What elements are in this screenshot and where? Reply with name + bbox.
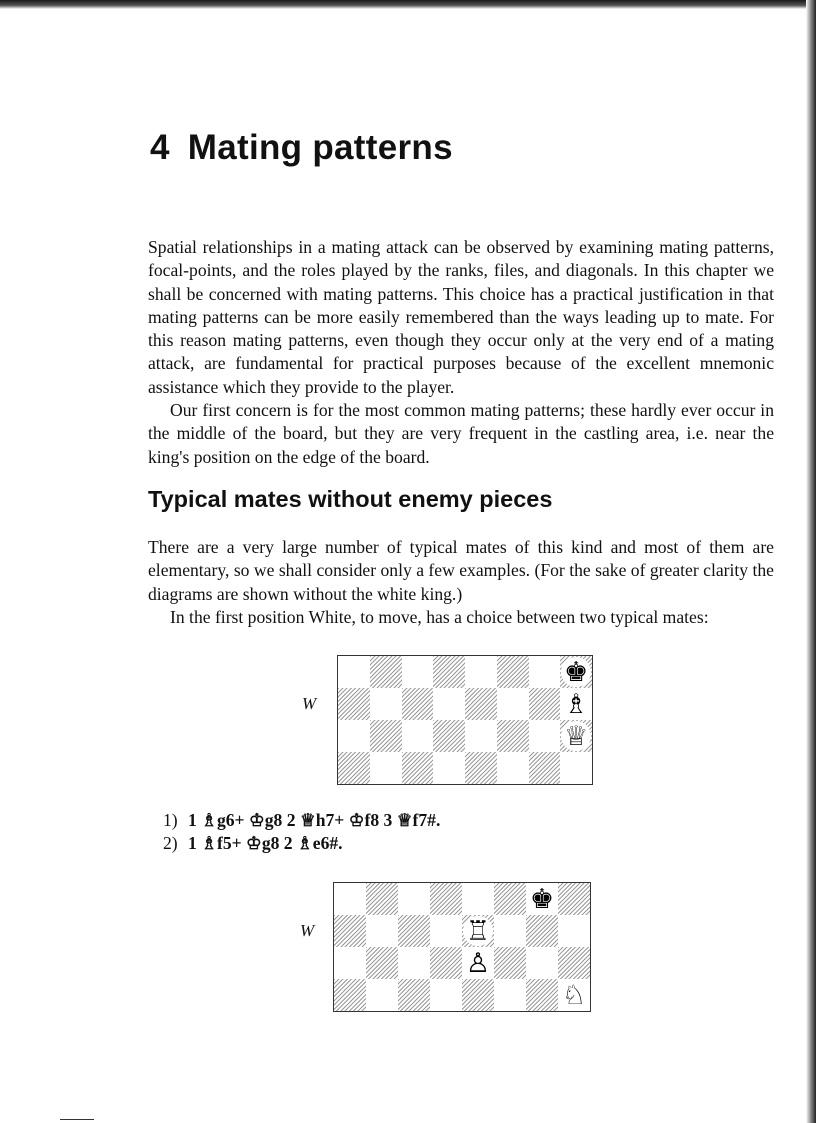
diagram-2-side-to-move: W: [300, 921, 315, 940]
bottom-rule: [60, 1119, 94, 1120]
square-e4: [465, 656, 497, 688]
page-top-shadow: [0, 0, 816, 9]
square-c1: [402, 752, 434, 784]
square-a1: [338, 752, 370, 784]
square2-c2: [398, 947, 430, 979]
square2-a2: [334, 947, 366, 979]
solution-line-1: [163, 808, 440, 832]
square2-a3: [334, 915, 366, 947]
square2-b4: [366, 883, 398, 915]
section-paragraph-2: In the first position White, to move, has a choice between two typical mates:: [170, 606, 709, 627]
square2-e3: [462, 915, 494, 947]
square2-g3: [526, 915, 558, 947]
square-c4: [402, 656, 434, 688]
square2-g2: [526, 947, 558, 979]
square-f2: [497, 720, 529, 752]
square-g4: [529, 656, 561, 688]
square2-a4: [334, 883, 366, 915]
square-g1: [529, 752, 561, 784]
chapter-title: [150, 128, 453, 168]
chess-diagram-1: [337, 655, 593, 785]
white-knight-piece: ♘: [559, 980, 589, 1010]
solution-2-number: 2): [163, 833, 178, 853]
square-g3: [529, 688, 561, 720]
square2-d3: [430, 915, 462, 947]
square-e1: [465, 752, 497, 784]
chess-diagram-2: [333, 882, 591, 1012]
square-b2: [370, 720, 402, 752]
intro-paragraph-1: Spatial relationships in a mating attack can be observed by examining mating patterns, focal-points, and the roles played by the ranks, files, and diagonals. In this chapter we shall be concerned with mating patterns. This choice has a practical justification in that mating patterns can be more easily remembered than the ways leading up to mate. For this reason mating patterns, even though they occur only at the very end of a mating attack, are fundamental for practical purposes because of the excellent mnemonic assistance which they provide to the player.: [148, 237, 774, 397]
square2-g1: [526, 979, 558, 1011]
intro-text: [148, 236, 774, 469]
square2-e4: [462, 883, 494, 915]
square-d3: [433, 688, 465, 720]
square2-h3: [558, 915, 590, 947]
square2-g4: [526, 883, 558, 915]
solution-line-2: [163, 831, 343, 855]
square2-c4: [398, 883, 430, 915]
square-d1: [433, 752, 465, 784]
square2-b1: [366, 979, 398, 1011]
diagram-1-side-to-move: W: [302, 694, 317, 713]
square2-b2: [366, 947, 398, 979]
square-b3: [370, 688, 402, 720]
square-a4: [338, 656, 370, 688]
solution-2-moves: 1 ♗f5+ ♔g8 2 ♗e6#.: [188, 833, 343, 853]
chapter-number: 4: [150, 128, 170, 167]
square-c3: [402, 688, 434, 720]
section-heading: Typical mates without enemy pieces: [148, 486, 553, 512]
square-h1: [560, 752, 592, 784]
square-a3: [338, 688, 370, 720]
square-h2: [560, 720, 592, 752]
square-f3: [497, 688, 529, 720]
white-bishop-piece: ♗: [561, 689, 591, 719]
page-right-shadow: [806, 0, 816, 1123]
square-a2: [338, 720, 370, 752]
square2-e2: [462, 947, 494, 979]
white-queen-piece: ♕: [561, 721, 591, 751]
square2-h4: [558, 883, 590, 915]
square-h4: [560, 656, 592, 688]
white-rook-piece: ♖: [463, 916, 493, 946]
square-d2: [433, 720, 465, 752]
chapter-title-text: Mating patterns: [187, 128, 453, 167]
square-f4: [497, 656, 529, 688]
solution-1-moves: 1 ♗g6+ ♔g8 2 ♕h7+ ♔f8 3 ♕f7#.: [188, 810, 441, 830]
square2-c1: [398, 979, 430, 1011]
section-paragraph-1: There are a very large number of typical mates of this kind and most of them are elementary, so we shall consider only a few examples. (For the sake of greater clarity the diagrams are shown without the white king.): [148, 537, 774, 604]
square2-h1: [558, 979, 590, 1011]
square2-d1: [430, 979, 462, 1011]
square2-f2: [494, 947, 526, 979]
square2-f1: [494, 979, 526, 1011]
solution-1-number: 1): [163, 810, 178, 830]
intro-paragraph-2: Our first concern is for the most common mating patterns; these hardly ever occur in the middle of the board, but they are very frequent in the castling area, i.e. near the king's position on the edge of the board.: [148, 400, 774, 467]
square-e3: [465, 688, 497, 720]
square2-c3: [398, 915, 430, 947]
white-pawn-piece: ♙: [463, 948, 493, 978]
square2-d2: [430, 947, 462, 979]
square-b1: [370, 752, 402, 784]
square-h3: [560, 688, 592, 720]
square2-a1: [334, 979, 366, 1011]
black-king-piece: ♚: [561, 657, 591, 687]
square-c2: [402, 720, 434, 752]
square2-h2: [558, 947, 590, 979]
square-f1: [497, 752, 529, 784]
black-king-piece-2: ♚: [527, 884, 557, 914]
square2-d4: [430, 883, 462, 915]
square2-f4: [494, 883, 526, 915]
square-b4: [370, 656, 402, 688]
square2-e1: [462, 979, 494, 1011]
square2-b3: [366, 915, 398, 947]
square2-f3: [494, 915, 526, 947]
square-d4: [433, 656, 465, 688]
section-text: [148, 536, 774, 629]
square-g2: [529, 720, 561, 752]
square-e2: [465, 720, 497, 752]
